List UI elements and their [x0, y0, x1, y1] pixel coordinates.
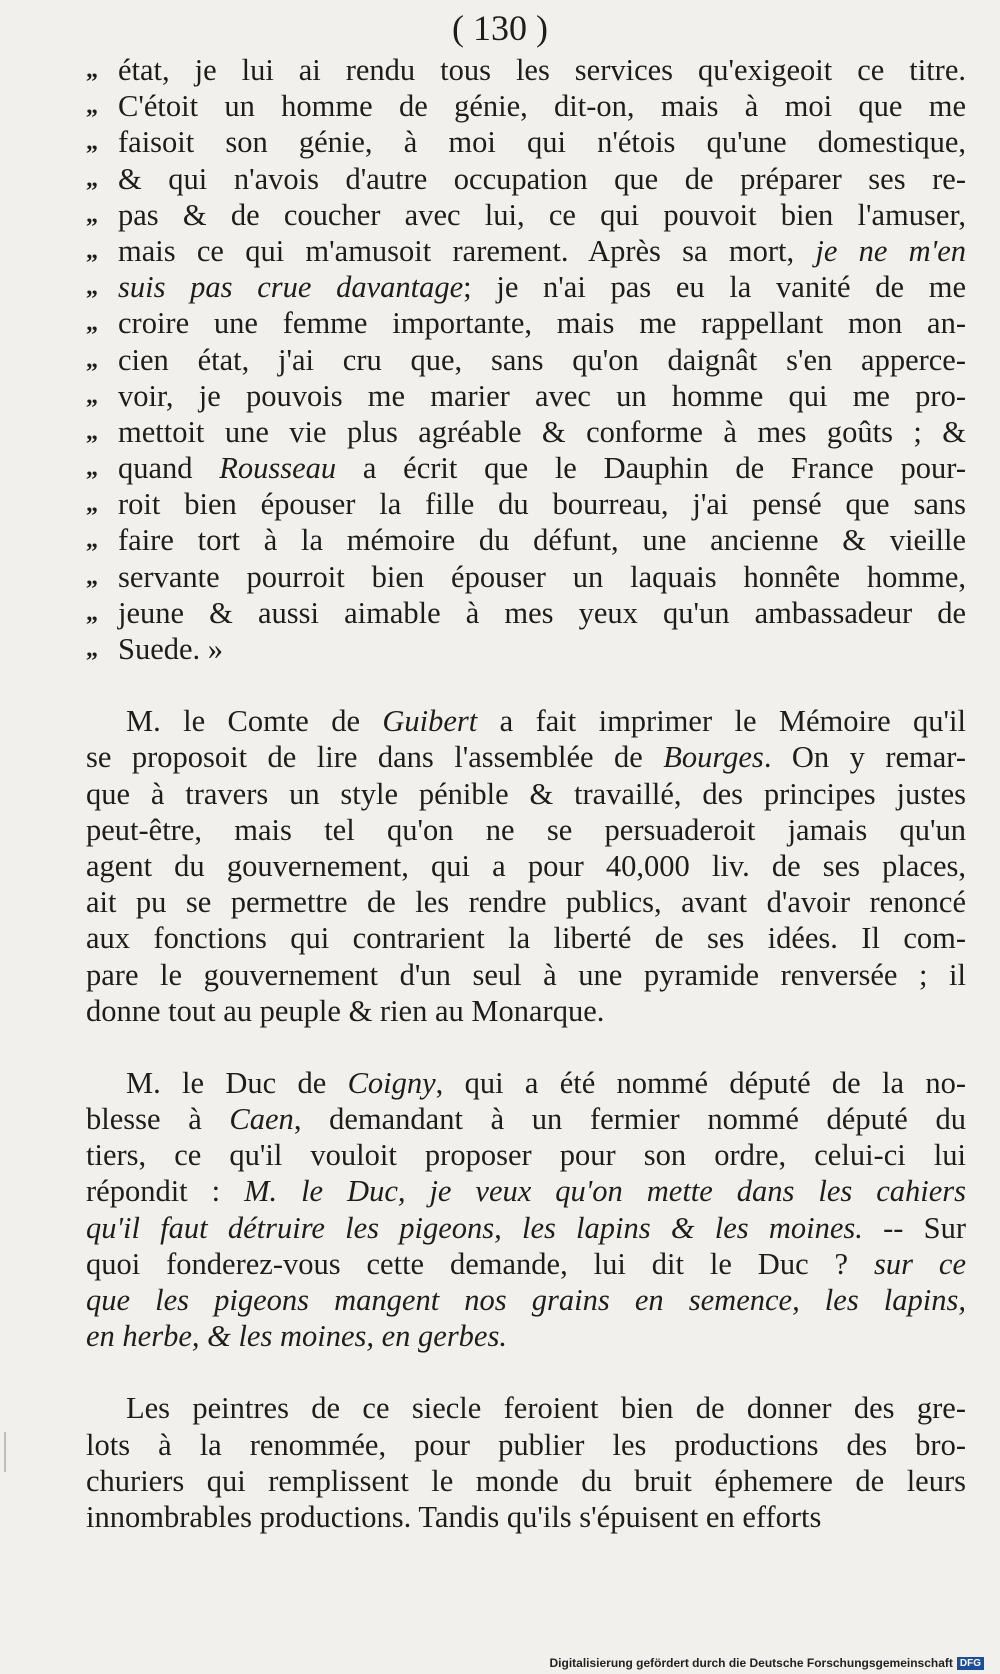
quote-mark: „ — [86, 57, 98, 83]
text-run: faisoit son génie, à moi qui n'étois qu'une domestique, — [118, 125, 966, 160]
text-run: cien état, j'ai cru que, sans qu'on daignât s'en apperce- — [118, 342, 966, 377]
text-line — [86, 1463, 966, 1499]
text-line — [86, 884, 966, 920]
paragraph — [86, 703, 966, 1029]
text-line — [86, 450, 966, 486]
text-run: peut-être, mais tel qu'on ne se persuaderoit jamais qu'un — [86, 812, 966, 847]
text-line — [86, 776, 966, 812]
text-run: répondit : — [86, 1174, 245, 1209]
text-line — [86, 88, 966, 124]
text-line — [86, 812, 966, 848]
margin-mark — [4, 1432, 6, 1472]
credit-text: Digitalisierung gefördert durch die Deutsche Forschungsgemeinschaft — [549, 1656, 953, 1670]
text-run: . On y remar- — [763, 740, 967, 775]
text-run: donne tout au peuple & rien au Monarque. — [86, 993, 605, 1028]
text-run: faire tort à la mémoire du défunt, une ancienne & vieille — [118, 523, 966, 558]
text-line — [86, 993, 966, 1029]
text-line — [86, 414, 966, 450]
text-line — [86, 1282, 966, 1318]
text-run: pare le gouvernement d'un seul à une pyramide renversée ; il — [86, 957, 966, 992]
text-run: C'étoit un homme de génie, dit-on, mais à moi que me — [118, 89, 966, 124]
text-line — [86, 920, 966, 956]
text-run: lots à la renommée, pour publier les productions des bro- — [86, 1427, 966, 1462]
text-run: a écrit que le Dauphin de France pour- — [336, 451, 966, 486]
text-line — [86, 305, 966, 341]
quote-mark: „ — [86, 636, 98, 662]
text-run: se proposoit de lire dans l'assemblée de — [86, 740, 664, 775]
italic-text: Bourges — [663, 740, 764, 775]
text-run: Les peintres de ce siecle feroient bien de donner des gre- — [126, 1391, 966, 1426]
text-run: que à travers un style pénible & travaillé, des principes justes — [86, 776, 966, 811]
page-text — [86, 52, 966, 1535]
text-line — [86, 378, 966, 414]
paragraph — [86, 52, 966, 667]
paragraph — [86, 1390, 966, 1535]
text-line — [86, 486, 966, 522]
text-run: , qui a été nommé député de la no- — [435, 1065, 966, 1100]
italic-text: Guibert — [382, 704, 478, 739]
page-number: ( 130 ) — [452, 8, 548, 48]
italic-text: suis pas crue davantage — [118, 270, 464, 305]
text-run: jeune & aussi aimable à mes yeux qu'un ambassadeur de — [118, 595, 966, 630]
italic-text: en herbe, & les moines, en gerbes. — [86, 1319, 507, 1354]
quote-mark: „ — [86, 599, 98, 626]
italic-text: qu'il faut détruire les pigeons, les lapins & les moines. — [86, 1210, 863, 1245]
text-line — [86, 161, 966, 197]
paragraph-gap — [86, 667, 966, 703]
text-line — [86, 1499, 966, 1535]
text-run: ; je n'ai pas eu la vanité de me — [463, 270, 966, 305]
text-run: blesse à — [86, 1102, 230, 1137]
quote-mark: „ — [86, 382, 98, 409]
italic-text: Coigny — [347, 1065, 436, 1100]
quote-mark: „ — [86, 129, 98, 156]
text-run: M. le Duc de — [126, 1065, 348, 1100]
quote-mark: „ — [86, 563, 98, 590]
text-run: état, je lui ai rendu tous les services qu'exigeoit ce titre. — [118, 53, 966, 87]
text-line — [86, 957, 966, 993]
italic-text: je ne m'en — [815, 233, 967, 268]
quote-mark: „ — [86, 455, 98, 482]
text-line — [86, 1246, 966, 1282]
text-line — [86, 559, 966, 595]
italic-text: Rousseau — [219, 451, 337, 486]
paragraph — [86, 1065, 966, 1355]
text-line — [86, 342, 966, 378]
text-line — [86, 1210, 966, 1246]
text-run: pas & de coucher avec lui, ce qui pouvoit bien l'amuser, — [118, 197, 966, 232]
text-run: voir, je pouvois me marier avec un homme qui me pro- — [118, 378, 966, 413]
quote-mark: „ — [86, 310, 98, 337]
text-run: aux fonctions qui contrarient la liberté de ses idées. Il com- — [86, 921, 966, 956]
text-run: & qui n'avois d'autre occupation que de préparer ses re- — [118, 161, 966, 196]
text-line — [86, 1318, 966, 1354]
text-line — [86, 1427, 966, 1463]
italic-text: Caen — [229, 1102, 294, 1137]
text-line — [86, 595, 966, 631]
dfg-logo: DFG — [957, 1657, 984, 1670]
quote-mark: „ — [86, 201, 98, 228]
text-run: roit bien épouser la fille du bourreau, j'ai pensé que sans — [118, 487, 966, 522]
text-line — [86, 848, 966, 884]
text-line — [86, 739, 966, 775]
text-run: mais ce qui m'amusoit rarement. Après sa mort, — [118, 233, 816, 268]
text-run: ait pu se permettre de les rendre publics, avant d'avoir renoncé — [86, 885, 966, 920]
italic-text: que les pigeons mangent nos grains en semence, les lapins, — [86, 1283, 966, 1317]
text-run: quand — [118, 451, 220, 486]
quote-mark: „ — [86, 527, 98, 554]
italic-text: sur ce — [874, 1246, 966, 1281]
text-line — [86, 1065, 966, 1101]
text-run: croire une femme importante, mais me rappellant mon an- — [118, 306, 966, 341]
quote-mark: „ — [86, 491, 98, 518]
paragraph-gap — [86, 1354, 966, 1390]
text-run: servante pourroit bien épouser un laquais honnête homme, — [118, 559, 966, 594]
text-run: agent du gouvernement, qui a pour 40,000 liv. de ses places, — [86, 848, 966, 883]
text-line — [86, 1137, 966, 1173]
quote-mark: „ — [86, 346, 98, 373]
text-line — [86, 522, 966, 558]
text-run: mettoit une vie plus agréable & conforme à mes goûts ; & — [118, 414, 966, 449]
paragraph-gap — [86, 1029, 966, 1065]
quote-mark: „ — [86, 274, 98, 301]
text-run: innombrables productions. Tandis qu'ils s'épuisent en efforts — [86, 1499, 822, 1534]
italic-text: M. le Duc, je veux qu'on mette dans les cahiers — [244, 1174, 966, 1209]
text-line — [86, 703, 966, 739]
text-line — [86, 631, 966, 667]
text-line — [86, 1390, 966, 1426]
quote-mark: „ — [86, 237, 98, 264]
text-run: quoi fonderez-vous cette demande, lui dit le Duc ? — [86, 1246, 874, 1281]
text-run: churiers qui remplissent le monde du bruit éphemere de leurs — [86, 1463, 966, 1498]
digitization-credit — [549, 1656, 984, 1670]
text-run: Suede. » — [118, 632, 224, 666]
quote-mark: „ — [86, 165, 98, 192]
quote-mark: „ — [86, 418, 98, 445]
text-line — [86, 52, 966, 88]
text-line — [86, 1101, 966, 1137]
text-run: M. le Comte de — [126, 704, 383, 739]
text-run: a fait imprimer le Mémoire qu'il — [477, 704, 966, 739]
text-line — [86, 197, 966, 233]
text-line — [86, 233, 966, 269]
text-line — [86, 1173, 966, 1209]
text-run: , demandant à un fermier nommé député du — [293, 1102, 967, 1137]
text-run: tiers, ce qu'il vouloit proposer pour son ordre, celui-ci lui — [86, 1138, 966, 1173]
text-run: -- Sur — [862, 1210, 966, 1245]
quote-mark: „ — [86, 93, 98, 120]
text-line — [86, 269, 966, 305]
text-line — [86, 124, 966, 160]
